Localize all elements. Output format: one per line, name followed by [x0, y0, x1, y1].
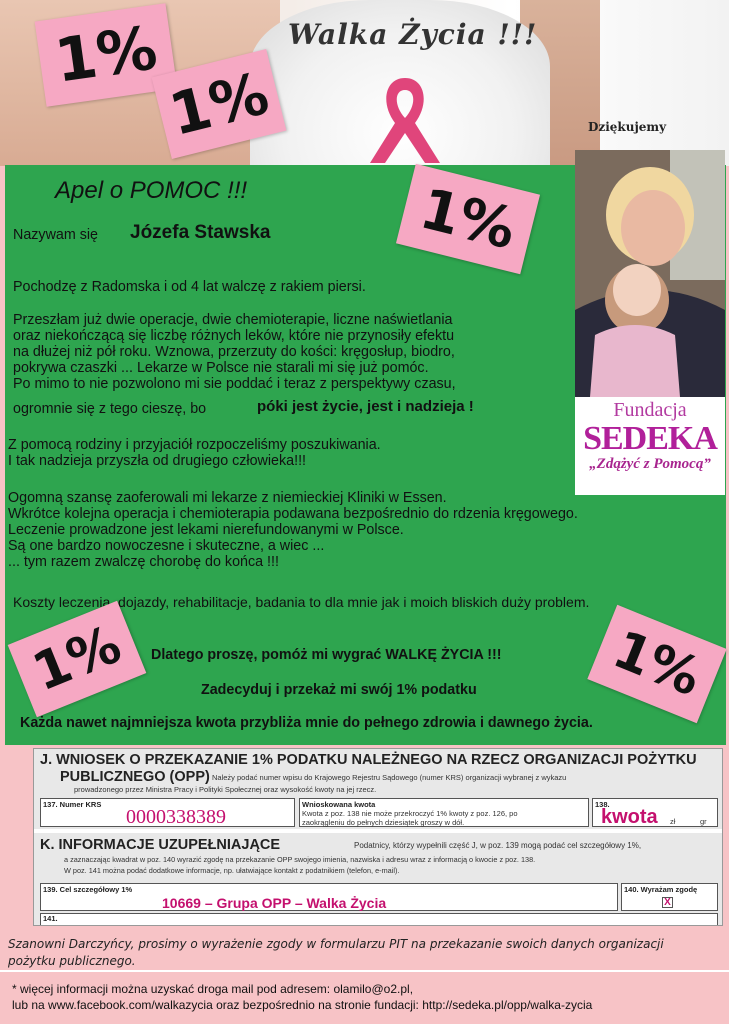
section-j-note: Należy podać numer wpisu do Krajowego Rejestru Sądowego (numer KRS) organizacji wybranej z wykazu — [212, 773, 567, 782]
box-138-label: 138. — [595, 800, 610, 809]
appeal-heading: Apel o POMOC !!! — [55, 177, 248, 204]
patient-photo — [575, 150, 725, 397]
section-j-title: J. WNIOSEK O PRZEKAZANIE 1% PODATKU NALEŻNEGO NA RZECZ ORGANIZACJI POŻYTKU — [40, 752, 697, 768]
section-j-title-cont: PUBLICZNEGO (OPP) — [60, 769, 210, 785]
photo-illustration — [575, 150, 725, 397]
plea-line: Zadecyduj i przekaż mi swój 1% podatku — [201, 682, 477, 698]
paragraph-search-line: I tak nadzieja przyszła od drugiego człowieka!!! — [8, 453, 307, 469]
paragraph-treatment-line: Po mimo to nie pozwolono mi sie poddać i teraz z perspektywy czasu, — [13, 376, 456, 392]
one-percent-badge: 1% — [152, 49, 287, 159]
patient-name: Józefa Stawska — [130, 222, 271, 243]
paragraph-search-line: Z pomocą rodziny i przyjaciół rozpoczeliśmy poszukiwania. — [8, 437, 381, 453]
section-k-title: K. INFORMACJE UZUPEŁNIAJĄCE — [40, 837, 281, 853]
intro-prefix: Nazywam się — [13, 227, 99, 243]
paragraph-treatment-line: oraz niekończącą się liczbę różnych leków, które nie przynosiły efektu — [13, 328, 455, 344]
footer — [0, 970, 729, 1024]
section-k-note: a zaznaczając kwadrat w poz. 140 wyrazić zgodę na przekazanie OPP swojego imienia, nazwiska i adresu wraz z informacją o kwocie z poz. 138. — [64, 855, 536, 864]
paragraph-costs: Koszty leczenia, dojazdy, rehabilitacje, badania to dla mnie jak i moich bliskich duży problem. — [13, 594, 590, 610]
plea-line: Dlatego proszę, pomóż mi wygrać WALKĘ ŻYCIA !!! — [151, 647, 502, 663]
paragraph-essen-line: Leczenie prowadzone jest lekami nierefundowanymi w Polsce. — [8, 522, 404, 538]
amount-value: kwota — [601, 806, 658, 828]
paragraph-essen-line: ... tym razem zwalczę chorobę do końca !!! — [8, 554, 279, 570]
section-k-note: Podatnicy, którzy wypełnili część J, w poz. 139 mogą podać cel szczegółowy 1%, — [354, 841, 642, 850]
pit-form-excerpt — [33, 748, 723, 926]
paragraph-essen-line: Są one bardzo nowoczesne i skuteczne, a wiec ... — [8, 538, 325, 554]
foundation-logo — [575, 397, 725, 495]
footer-links[interactable]: lub na www.facebook.com/walkazycia oraz bezpośrednio na stronie fundacji: http://sedeka.pl/opp/walka-zycia — [12, 998, 593, 1012]
donor-note-line: pożytku publicznego. — [8, 954, 136, 968]
header-banner — [0, 0, 729, 166]
section-j-note: prowadzonego przez Ministra Pracy i Polityki Społecznej oraz wysokość kwoty na jej rzecz. — [74, 785, 377, 794]
foundation-slogan: „Zdążyć z Pomocą” — [589, 456, 711, 472]
plea-line: Każda nawet najmniejsza kwota przybliża mnie do pełnego zdrowia i dawnego życia. — [20, 715, 593, 731]
donor-note-line: Szanowni Darczyńcy, prosimy o wyrażenie zgody w formularzu PIT na przekazanie swoich danych organizacji — [8, 937, 664, 951]
paragraph-treatment-line: pokrywa czaszki ... Lekarze w Polsce nie starali mi się już pomóc. — [13, 360, 429, 376]
box-141 — [40, 913, 718, 925]
thanks-text: Dziękujemy — [588, 120, 667, 134]
one-percent-badge: 1% — [396, 164, 540, 275]
currency-gr: gr — [700, 817, 707, 826]
box-141-label: 141. — [43, 914, 58, 923]
one-percent-badge: 1% — [8, 601, 147, 718]
kwota-note: Kwota z poz. 138 nie może przekroczyć 1% kwoty z poz. 126, po — [302, 809, 518, 818]
cel-value: 10669 – Grupa OPP – Walka Życia — [162, 895, 387, 911]
foundation-name: SEDEKA — [583, 420, 717, 457]
one-percent-badge: 1% — [587, 605, 726, 723]
campaign-title: Walka Życia !!! — [288, 18, 538, 51]
one-percent-badge: 1% — [35, 3, 178, 107]
donor-note — [8, 936, 664, 970]
foundation-label: Fundacja — [613, 399, 687, 421]
hope-highlight: póki jest życie, jest i nadzieja ! — [257, 398, 474, 415]
kwota-note: zaokrągleniu do pełnych dziesiątek groszy w dół. — [302, 818, 465, 827]
consent-label: 140. Wyrażam zgodę — [624, 885, 698, 894]
krs-label: 137. Numer KRS — [43, 800, 102, 809]
consent-checkbox[interactable]: X — [662, 897, 673, 908]
paragraph-essen-line: Ogomną szansę zaoferowali mi lekarze z niemieckiej Kliniki w Essen. — [8, 490, 447, 506]
paragraph-origin: Pochodzę z Radomska i od 4 lat walczę z rakiem piersi. — [13, 279, 366, 295]
cel-label: 139. Cel szczegółowy 1% — [43, 885, 133, 894]
kwota-label: Wnioskowana kwota — [302, 800, 376, 809]
paragraph-essen-line: Wkrótce kolejna operacja i chemioterapia podawana bezpośrednio do rdzenia kręgowego. — [8, 506, 578, 522]
krs-number: 0000338389 — [126, 806, 226, 828]
pink-ribbon-icon — [350, 68, 460, 166]
paragraph-treatment-line: Przeszłam już dwie operacje, dwie chemioterapie, liczne naświetlania — [13, 312, 453, 328]
paragraph-treatment-line: na dłużej niż pół roku. Wznowa, przerzuty do kości: kręgosłup, biodro, — [13, 344, 455, 360]
currency-zl: zł — [670, 817, 676, 826]
paragraph-treatment-line: ogromnie się z tego cieszę, bo — [13, 401, 207, 417]
footer-contact: * więcej informacji można uzyskać droga mail pod adresem: olamilo@o2.pl, — [12, 982, 414, 996]
section-k-note: W poz. 141 można podać dodatkowe informacje, np. ułatwiające kontakt z podatnikiem (telefon, e-mail). — [64, 866, 400, 875]
